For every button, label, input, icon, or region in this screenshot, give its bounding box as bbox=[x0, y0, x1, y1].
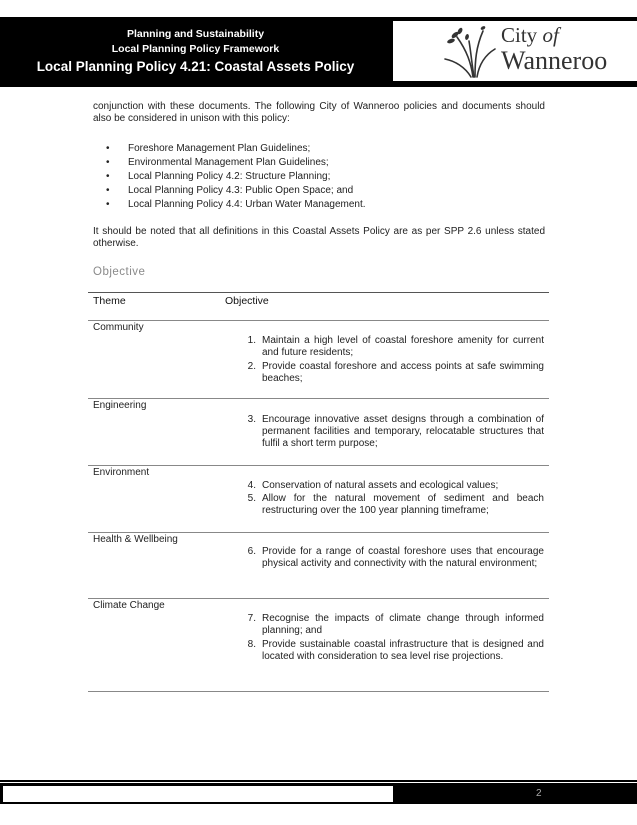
list-item bbox=[93, 142, 366, 156]
objective-number: 7. bbox=[247, 613, 256, 624]
objective-item bbox=[238, 639, 545, 675]
footer-blank-panel bbox=[3, 786, 393, 802]
page-number: 2 bbox=[536, 788, 542, 799]
objective-text: Encourage innovative asset designs through a combination of permanent facilities and temporary, relocatable structures that fulfil a short term purpose; bbox=[262, 414, 544, 449]
definitions-note: It should be noted that all definitions in this Coastal Assets Policy are as per SPP 2.6 unless stated otherwise. bbox=[93, 226, 545, 249]
header-framework: Local Planning Policy Framework bbox=[111, 43, 280, 55]
objective-number: 4. bbox=[247, 480, 256, 491]
bullet-icon: • bbox=[106, 185, 110, 196]
table-bottom-rule bbox=[88, 691, 549, 692]
objective-item bbox=[238, 546, 545, 582]
objective-number: 3. bbox=[247, 414, 256, 425]
logo-wanneroo-text: Wanneroo bbox=[501, 46, 608, 75]
header-bottom-rule bbox=[88, 320, 549, 321]
objective-text: Provide sustainable coastal infrastructure that is designed and located with consideration to sea level rise projections. bbox=[262, 639, 544, 662]
list-item-text: Environmental Management Plan Guidelines; bbox=[128, 157, 329, 168]
intro-paragraph bbox=[93, 101, 545, 125]
objective-item bbox=[238, 613, 545, 637]
list-item bbox=[93, 184, 366, 198]
column-header-theme: Theme bbox=[93, 295, 126, 307]
row-divider bbox=[88, 398, 549, 399]
row-divider bbox=[88, 598, 549, 599]
logo-city-of-text bbox=[501, 23, 559, 48]
objective-text: Conservation of natural assets and ecological values; bbox=[262, 480, 499, 491]
list-item bbox=[93, 170, 366, 184]
list-item-text: Local Planning Policy 4.4: Urban Water Management. bbox=[128, 199, 366, 210]
theme-community: Community bbox=[93, 322, 144, 333]
objective-text: Allow for the natural movement of sediment and beach restructuring over the 100 year planning timeframe; bbox=[262, 493, 544, 516]
objective-number: 6. bbox=[247, 546, 256, 557]
header-department: Planning and Sustainability bbox=[126, 28, 265, 40]
logo-of-word: of bbox=[542, 23, 559, 47]
related-policies-list bbox=[93, 142, 366, 212]
section-heading-objective: Objective bbox=[93, 266, 146, 278]
theme-climate-change: Climate Change bbox=[93, 600, 165, 611]
city-logo bbox=[393, 21, 637, 81]
objective-text: Maintain a high level of coastal foreshore amenity for current and future residents; bbox=[262, 335, 544, 358]
footer-rule bbox=[0, 780, 637, 782]
bullet-icon: • bbox=[106, 199, 110, 210]
bullet-icon: • bbox=[106, 157, 110, 168]
theme-health-wellbeing: Health & Wellbeing bbox=[93, 534, 178, 545]
header-policy-title: Local Planning Policy 4.21: Coastal Assets Policy bbox=[36, 59, 355, 74]
list-item bbox=[93, 156, 366, 170]
objective-number: 8. bbox=[247, 639, 256, 650]
objective-item bbox=[238, 493, 545, 517]
objective-number: 1. bbox=[247, 335, 256, 346]
objective-text: Recognise the impacts of climate change through informed planning; and bbox=[262, 613, 544, 636]
list-item bbox=[93, 198, 366, 212]
list-item-text: Foreshore Management Plan Guidelines; bbox=[128, 143, 311, 154]
objective-item bbox=[238, 414, 545, 450]
column-header-objective: Objective bbox=[225, 295, 269, 307]
header-titles bbox=[0, 17, 391, 87]
objective-item bbox=[238, 361, 545, 385]
logo-city-word: City bbox=[501, 23, 538, 47]
reed-grass-logo-icon bbox=[443, 23, 497, 79]
objective-text: Provide coastal foreshore and access points at safe swimming beaches; bbox=[262, 361, 544, 384]
objective-item bbox=[238, 480, 545, 492]
row-divider bbox=[88, 465, 549, 466]
objective-text: Provide for a range of coastal foreshore uses that encourage physical activity and connectivity with the natural environment; bbox=[262, 546, 544, 569]
objective-item bbox=[238, 335, 545, 359]
objective-number: 5. bbox=[247, 493, 256, 504]
bullet-icon: • bbox=[106, 143, 110, 154]
bullet-icon: • bbox=[106, 171, 110, 182]
intro-text: conjunction with these documents. The following City of Wanneroo policies and documents should also be considered in unison with this policy: bbox=[93, 101, 545, 124]
theme-environment: Environment bbox=[93, 467, 150, 478]
list-item-text: Local Planning Policy 4.2: Structure Planning; bbox=[128, 171, 331, 182]
row-divider bbox=[88, 532, 549, 533]
objective-number: 2. bbox=[247, 361, 256, 372]
theme-engineering: Engineering bbox=[93, 400, 147, 411]
table-top-rule bbox=[88, 292, 549, 293]
list-item-text: Local Planning Policy 4.3: Public Open Space; and bbox=[128, 185, 354, 196]
